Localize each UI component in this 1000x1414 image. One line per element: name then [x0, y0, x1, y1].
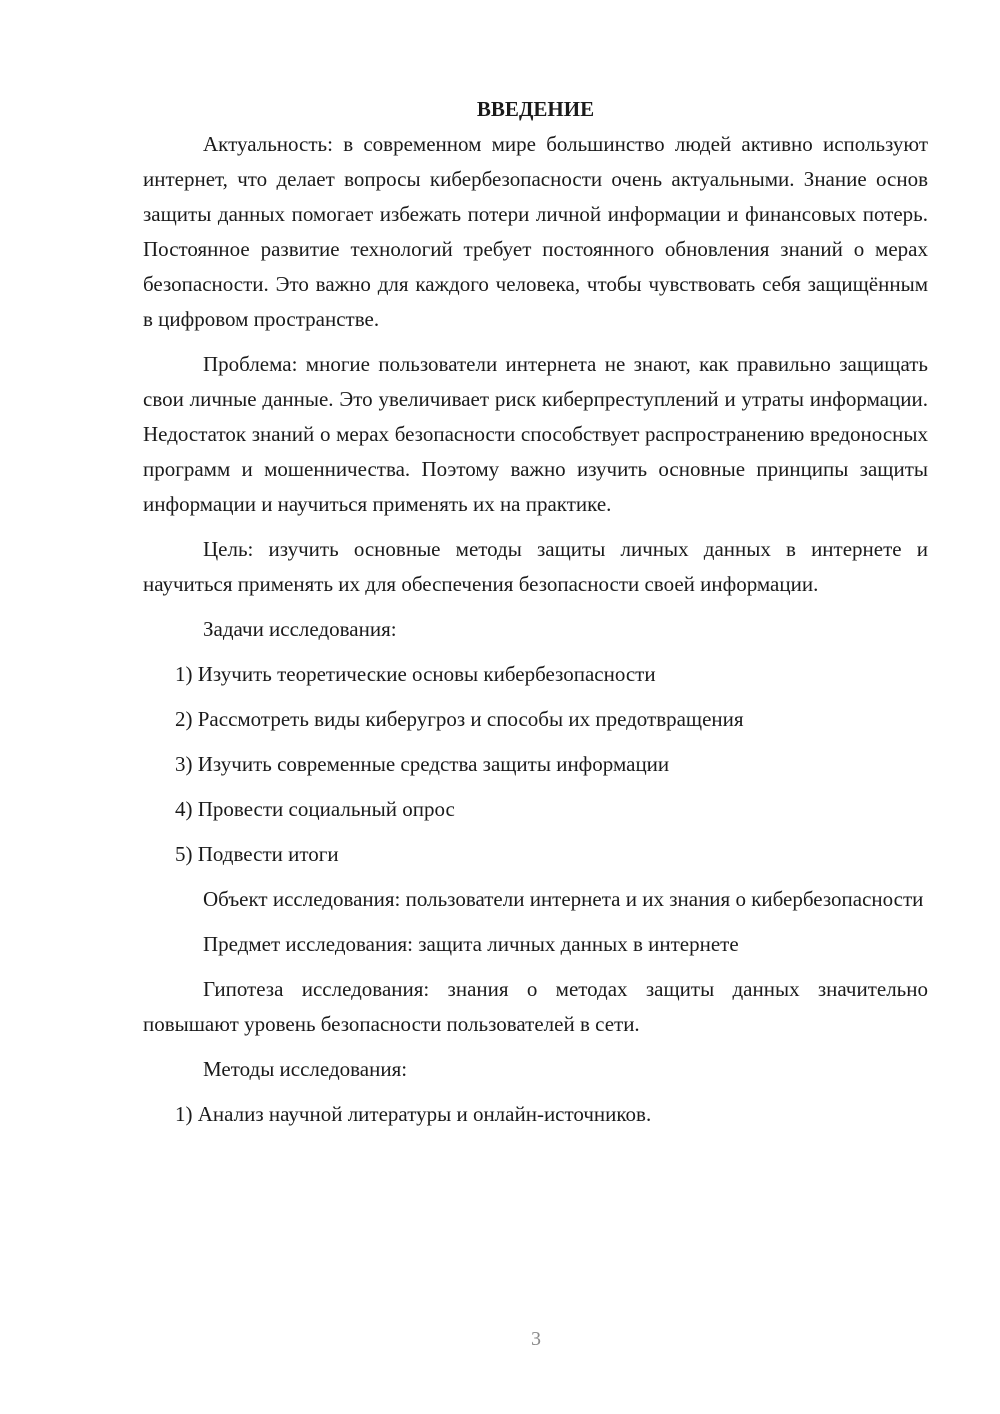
list-item: 3) Изучить современные средства защиты информации: [175, 752, 670, 776]
list-item: 1) Анализ научной литературы и онлайн-источников.: [175, 1102, 652, 1126]
page-number: 3: [531, 1328, 541, 1350]
subject-paragraph: Предмет исследования: защита личных данных в интернете: [203, 932, 739, 956]
list-item: 1) Изучить теоретические основы кибербезопасности: [175, 662, 656, 686]
document-page: [143, 92, 928, 1142]
hypothesis-paragraph: Гипотеза исследования: знания о методах защиты данных значительно повышают уровень безопасности пользователей в сети.: [143, 977, 928, 1036]
object-paragraph: Объект исследования: пользователи интернета и их знания о кибербезопасности: [203, 887, 924, 911]
tasks-title: Задачи исследования:: [203, 617, 397, 641]
problem-paragraph: Проблема: многие пользователи интернета не знают, как правильно защищать свои личные данные. Это увеличивает риск киберпреступлений и утраты информации. Недостаток знаний о мерах безопасности способствует распространению вредоносных программ и мошенничества. Поэтому важно изучить основные принципы защиты информации и научиться применять их на практике.: [143, 352, 928, 516]
methods-list: [143, 1097, 928, 1132]
tasks-list: [143, 657, 928, 872]
list-item: 4) Провести социальный опрос: [175, 797, 455, 821]
section-heading: ВВЕДЕНИЕ: [476, 97, 595, 121]
list-item: 5) Подвести итоги: [175, 842, 339, 866]
goal-paragraph: Цель: изучить основные методы защиты личных данных в интернете и научиться применять их для обеспечения безопасности своей информации.: [143, 537, 928, 596]
methods-title: Методы исследования:: [203, 1057, 408, 1081]
list-item: 2) Рассмотреть виды киберугроз и способы их предотвращения: [175, 707, 744, 731]
relevance-paragraph: Актуальность: в современном мире большинство людей активно используют интернет, что делает вопросы кибербезопасности очень актуальными. Знание основ защиты данных помогает избежать потери личной информации и финансовых потерь. Постоянное развитие технологий требует постоянного обновления знаний о мерах безопасности. Это важно для каждого человека, чтобы чувствовать себя защищённым в цифровом пространстве.: [143, 132, 928, 331]
